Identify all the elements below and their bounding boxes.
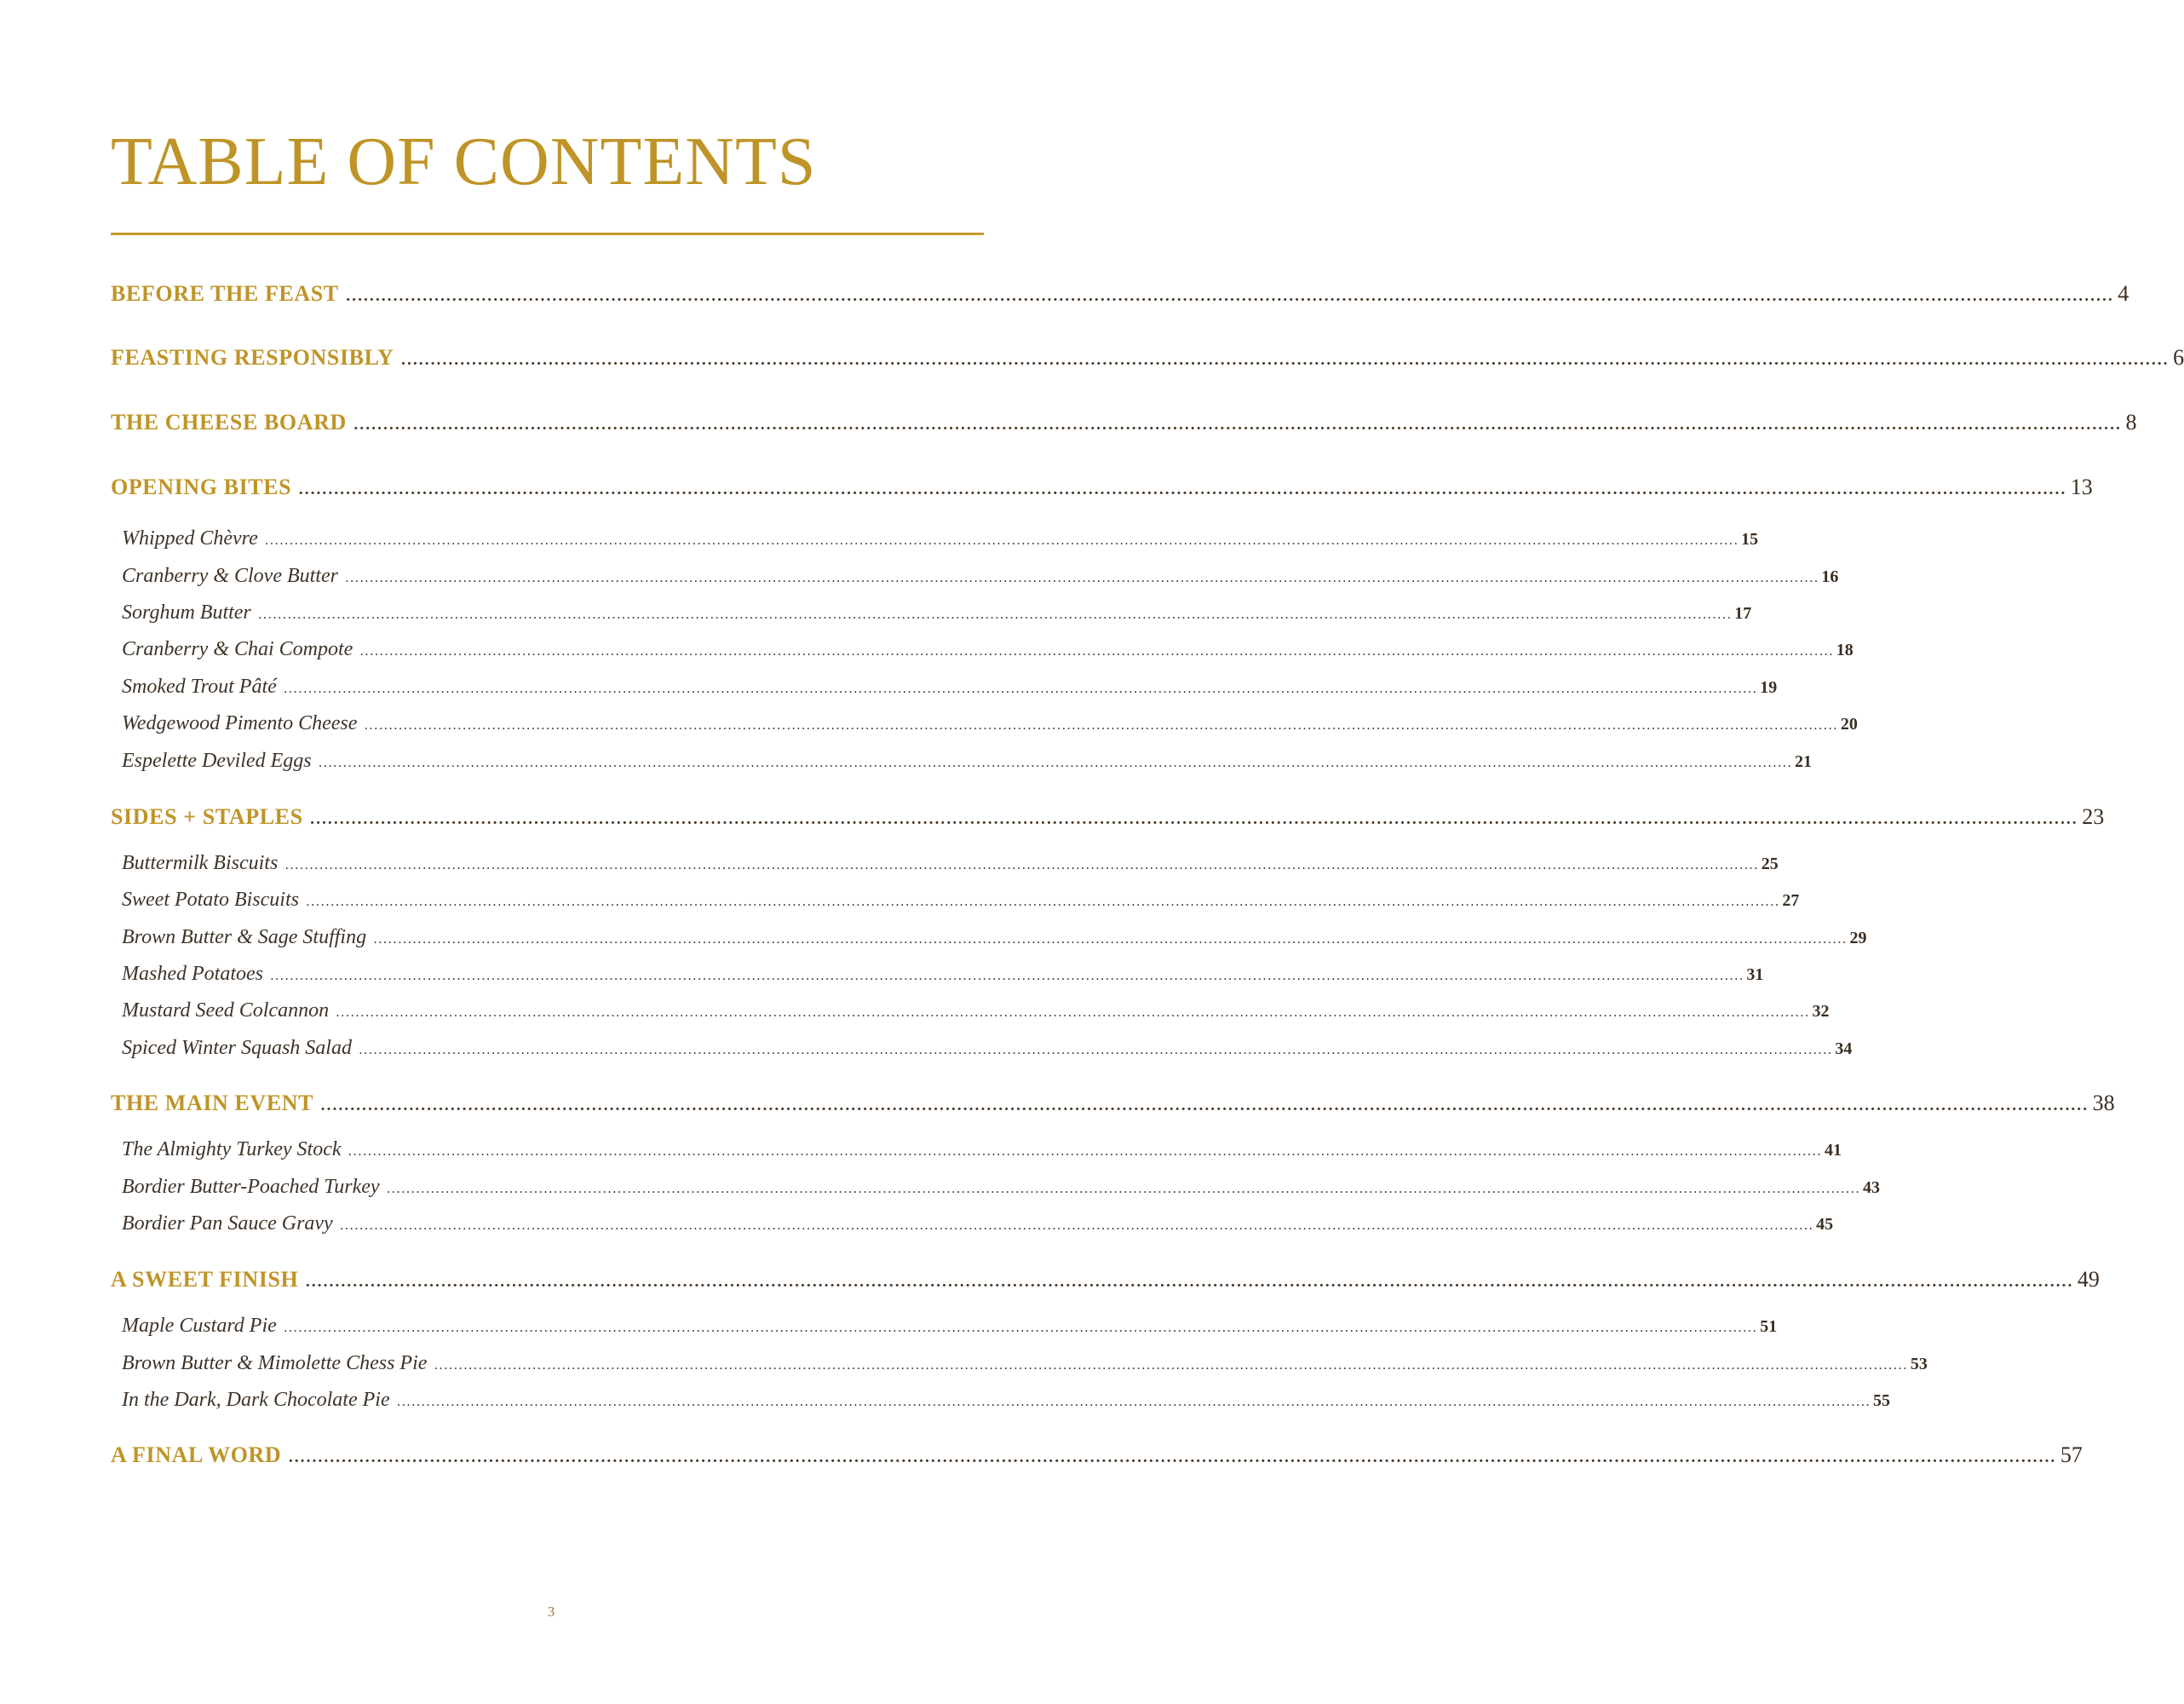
toc-recipe-entry[interactable]	[122, 527, 1759, 550]
page-reference: 34	[1835, 1039, 1853, 1058]
page-reference: 23	[2082, 804, 2105, 829]
dot-leader: ............................................................................................................................................................................................................................................................................................................	[298, 481, 2066, 498]
page-reference: 8	[2125, 410, 2137, 435]
recipe-title: Wedgewood Pimento Cheese	[122, 712, 358, 734]
recipe-title: Cranberry & Clove Butter	[122, 565, 338, 587]
recipe-title: In the Dark, Dark Chocolate Pie	[122, 1389, 390, 1411]
section-title: BEFORE THE FEAST	[111, 281, 339, 306]
toc-recipe-entry[interactable]	[122, 712, 1858, 735]
dot-leader: ............................................................................................................................................................................................................................................................................................................	[283, 681, 1758, 696]
toc-section-entry[interactable]	[111, 1091, 2115, 1116]
page-reference: 43	[1862, 1178, 1880, 1197]
page-reference: 21	[1795, 752, 1813, 771]
section-title: A SWEET FINISH	[111, 1267, 299, 1292]
toc-section-entry[interactable]	[111, 475, 2093, 500]
dot-leader: ............................................................................................................................................................................................................................................................................................................	[336, 1005, 1810, 1020]
page-reference: 17	[1734, 604, 1752, 623]
dot-leader: ............................................................................................................................................................................................................................................................................................................	[339, 1218, 1814, 1233]
toc-recipe-entry[interactable]	[122, 602, 1752, 625]
toc-recipe-entry[interactable]	[122, 1138, 1842, 1161]
recipe-title: Espelette Deviled Eggs	[122, 750, 312, 772]
page-reference: 53	[1910, 1355, 1928, 1373]
dot-leader: ............................................................................................................................................................................................................................................................................................................	[320, 1097, 2089, 1114]
page-reference: 20	[1840, 715, 1858, 734]
recipe-title: Bordier Pan Sauce Gravy	[122, 1212, 333, 1235]
dot-leader: ............................................................................................................................................................................................................................................................................................................	[305, 1274, 2073, 1291]
recipe-title: Smoked Trout Pâté	[122, 676, 277, 698]
dot-leader: ............................................................................................................................................................................................................................................................................................................	[364, 717, 1838, 733]
dot-leader: ............................................................................................................................................................................................................................................................................................................	[264, 532, 1739, 548]
toc-recipe-entry[interactable]	[122, 565, 1839, 588]
toc-recipe-entry[interactable]	[122, 926, 1867, 949]
toc-section-entry[interactable]	[111, 410, 2137, 435]
page-reference: 4	[2118, 281, 2129, 306]
recipe-title: Sorghum Butter	[122, 602, 251, 624]
recipe-title: Mashed Potatoes	[122, 963, 263, 985]
recipe-title: Whipped Chèvre	[122, 527, 258, 550]
toc-section-entry[interactable]	[111, 804, 2105, 830]
dot-leader: ............................................................................................................................................................................................................................................................................................................	[257, 607, 1733, 622]
page-reference: 51	[1760, 1317, 1778, 1336]
toc-recipe-entry[interactable]	[122, 889, 1800, 912]
page-reference: 49	[2077, 1267, 2100, 1292]
page-reference: 55	[1873, 1391, 1891, 1410]
dot-leader: ............................................................................................................................................................................................................................................................................................................	[434, 1357, 1908, 1373]
dot-leader: ............................................................................................................................................................................................................................................................................................................	[309, 811, 2078, 828]
recipe-title: The Almighty Turkey Stock	[122, 1138, 342, 1160]
toc-recipe-entry[interactable]	[122, 1315, 1778, 1338]
dot-leader: ............................................................................................................................................................................................................................................................................................................	[345, 288, 2114, 305]
dot-leader: ............................................................................................................................................................................................................................................................................................................	[305, 894, 1780, 909]
page-reference: 45	[1816, 1215, 1834, 1234]
section-title: THE CHEESE BOARD	[111, 410, 347, 435]
section-title: OPENING BITES	[111, 475, 292, 499]
toc-recipe-entry[interactable]	[122, 1176, 1880, 1199]
dot-leader: ............................................................................................................................................................................................................................................................................................................	[396, 1394, 1871, 1409]
section-title: A FINAL WORD	[111, 1442, 282, 1467]
page-reference: 32	[1812, 1002, 1830, 1021]
page-number: 3	[547, 1603, 555, 1620]
toc-recipe-entry[interactable]	[122, 852, 1779, 875]
toc-recipe-entry[interactable]	[122, 1212, 1834, 1235]
toc-section-entry[interactable]	[111, 345, 2184, 371]
page-reference: 13	[2070, 475, 2093, 499]
toc-recipe-entry[interactable]	[122, 1037, 1853, 1060]
recipe-title: Maple Custard Pie	[122, 1315, 277, 1337]
page-reference: 25	[1761, 855, 1779, 873]
dot-leader: ............................................................................................................................................................................................................................................................................................................	[318, 755, 1793, 770]
dot-leader: ............................................................................................................................................................................................................................................................................................................	[348, 1143, 1822, 1159]
dot-leader: ............................................................................................................................................................................................................................................................................................................	[288, 1449, 2056, 1466]
page-reference: 29	[1849, 929, 1867, 947]
page-reference: 15	[1741, 530, 1759, 549]
toc-section-entry[interactable]	[111, 1442, 2083, 1468]
recipe-title: Spiced Winter Squash Salad	[122, 1037, 352, 1059]
toc-section-entry[interactable]	[111, 1267, 2100, 1292]
page-title: TABLE OF CONTENTS	[111, 124, 817, 199]
toc-recipe-entry[interactable]	[122, 1352, 1928, 1375]
section-title: THE MAIN EVENT	[111, 1091, 314, 1115]
recipe-title: Cranberry & Chai Compote	[122, 638, 353, 660]
recipe-title: Buttermilk Biscuits	[122, 852, 279, 874]
dot-leader: ............................................................................................................................................................................................................................................................................................................	[373, 931, 1848, 947]
recipe-title: Brown Butter & Sage Stuffing	[122, 926, 367, 948]
section-title: SIDES + STAPLES	[111, 804, 303, 829]
dot-leader: ............................................................................................................................................................................................................................................................................................................	[358, 1042, 1833, 1057]
dot-leader: ............................................................................................................................................................................................................................................................................................................	[359, 643, 1834, 659]
page-reference: 6	[2173, 345, 2184, 370]
dot-leader: ............................................................................................................................................................................................................................................................................................................	[353, 417, 2122, 434]
dot-leader: ............................................................................................................................................................................................................................................................................................................	[269, 968, 1744, 983]
toc-recipe-entry[interactable]	[122, 638, 1854, 661]
recipe-title: Mustard Seed Colcannon	[122, 999, 330, 1022]
recipe-title: Brown Butter & Mimolette Chess Pie	[122, 1352, 428, 1374]
toc-section-entry[interactable]	[111, 281, 2129, 307]
toc-recipe-entry[interactable]	[122, 676, 1778, 699]
dot-leader: ............................................................................................................................................................................................................................................................................................................	[283, 1320, 1758, 1335]
page-reference: 16	[1821, 567, 1839, 586]
page-reference: 41	[1824, 1141, 1842, 1160]
dot-leader: ............................................................................................................................................................................................................................................................................................................	[400, 352, 2170, 369]
page-reference: 18	[1836, 641, 1854, 659]
page-reference: 27	[1782, 891, 1800, 910]
toc-recipe-entry[interactable]	[122, 999, 1830, 1022]
page-reference: 19	[1760, 678, 1778, 697]
page-reference: 31	[1746, 965, 1764, 984]
page-reference: 57	[2060, 1442, 2083, 1467]
dot-leader: ............................................................................................................................................................................................................................................................................................................	[284, 857, 1759, 872]
toc-recipe-entry[interactable]	[122, 963, 1764, 986]
dot-leader: ............................................................................................................................................................................................................................................................................................................	[386, 1181, 1860, 1196]
toc-recipe-entry[interactable]	[122, 750, 1813, 773]
page-reference: 38	[2092, 1091, 2115, 1115]
toc-recipe-entry[interactable]	[122, 1389, 1891, 1412]
recipe-title: Bordier Butter-Poached Turkey	[122, 1176, 380, 1198]
recipe-title: Sweet Potato Biscuits	[122, 889, 299, 911]
section-title: FEASTING RESPONSIBLY	[111, 345, 394, 370]
dot-leader: ............................................................................................................................................................................................................................................................................................................	[344, 570, 1819, 585]
